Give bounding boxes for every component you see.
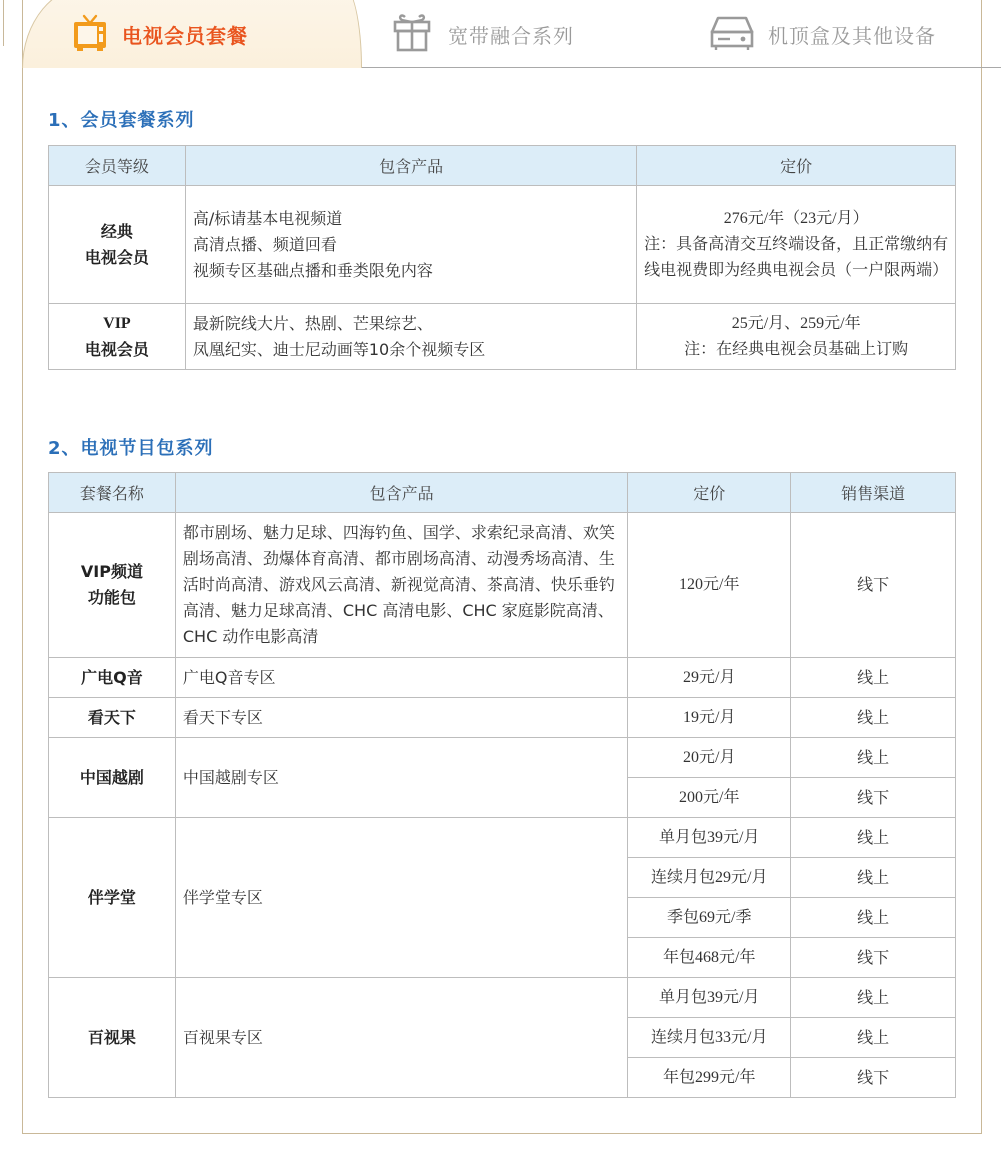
tab-label: 电视会员套餐	[122, 23, 248, 48]
channel-cell: 线下	[791, 778, 956, 818]
price-note: 注：具备高清交互终端设备，且正常缴纳有线电视费即为经典电视会员（一户限两端）	[644, 235, 949, 279]
member-level: VIP	[103, 314, 131, 332]
product-line: 凤凰纪实、迪士尼动画等10余个视频专区	[192, 339, 486, 359]
package-name-cell: 伴学堂	[49, 818, 176, 978]
price-cell: 单月包39元/月	[628, 978, 791, 1018]
products-cell: 百视果专区	[175, 978, 627, 1098]
tab-bar	[22, 0, 980, 68]
products-cell: 伴学堂专区	[175, 818, 627, 978]
table-header-row	[49, 473, 956, 513]
channel-cell: 线上	[791, 658, 956, 698]
settop-box-icon	[710, 12, 754, 56]
products-cell	[185, 304, 636, 370]
product-line: 最新院线大片、热剧、芒果综艺、	[192, 313, 433, 333]
channel-cell: 线上	[791, 738, 956, 778]
package-name: VIP频道	[80, 562, 143, 581]
package-name-cell: 广电Q音	[49, 658, 176, 698]
column-header: 包含产品	[175, 473, 627, 513]
tab-broadband-bundle[interactable]	[392, 0, 574, 68]
channel-cell: 线下	[791, 513, 956, 658]
program-package-table	[48, 472, 956, 1098]
table-row	[49, 698, 956, 738]
tv-icon	[72, 12, 108, 56]
member-level: 电视会员	[84, 247, 149, 267]
price-note: 注：在经典电视会员基础上订购	[684, 340, 909, 358]
section-title-program-packages: 2、电视节目包系列	[48, 438, 214, 459]
price-cell: 年包468元/年	[628, 938, 791, 978]
column-header: 包含产品	[185, 146, 636, 186]
price-text: 25元/月、259元/年	[731, 314, 861, 332]
price-cell: 19元/月	[628, 698, 791, 738]
product-line: 视频专区基础点播和垂类限免内容	[192, 260, 433, 280]
price-cell: 200元/年	[628, 778, 791, 818]
package-name-cell: 中国越剧	[49, 738, 176, 818]
tab-label: 机顶盒及其他设备	[768, 23, 936, 48]
products-cell: 中国越剧专区	[175, 738, 627, 818]
table-row	[49, 978, 956, 1018]
member-level-cell	[49, 186, 186, 304]
price-cell: 120元/年	[628, 513, 791, 658]
channel-cell: 线上	[791, 698, 956, 738]
package-name-cell: 看天下	[49, 698, 176, 738]
price-cell	[637, 186, 956, 304]
package-name-cell: 百视果	[49, 978, 176, 1098]
gift-icon	[392, 11, 432, 57]
price-cell	[637, 304, 956, 370]
product-line: 高/标请基本电视频道	[192, 208, 343, 228]
price-cell: 29元/月	[628, 658, 791, 698]
table-row	[49, 513, 956, 658]
channel-cell: 线上	[791, 898, 956, 938]
column-header: 套餐名称	[49, 473, 176, 513]
member-level: 电视会员	[84, 339, 149, 359]
products-cell	[185, 186, 636, 304]
channel-cell: 线上	[791, 818, 956, 858]
tab-tv-membership[interactable]	[72, 0, 248, 68]
channel-cell: 线下	[791, 938, 956, 978]
channel-cell: 线上	[791, 978, 956, 1018]
table-row	[49, 818, 956, 858]
price-cell: 连续月包33元/月	[628, 1018, 791, 1058]
price-cell: 连续月包29元/月	[628, 858, 791, 898]
package-name: 功能包	[87, 588, 136, 607]
price-cell: 单月包39元/月	[628, 818, 791, 858]
column-header: 定价	[637, 146, 956, 186]
table-row	[49, 738, 956, 778]
price-text: 276元/年（23元/月）	[723, 209, 869, 227]
price-cell: 季包69元/季	[628, 898, 791, 938]
package-name-cell	[49, 513, 176, 658]
column-header: 销售渠道	[791, 473, 956, 513]
membership-table	[48, 145, 956, 370]
member-level-cell	[49, 304, 186, 370]
corner-mark	[0, 0, 4, 46]
column-header: 定价	[628, 473, 791, 513]
table-row	[49, 658, 956, 698]
price-cell: 年包299元/年	[628, 1058, 791, 1098]
table-row	[49, 304, 956, 370]
tab-settop-box[interactable]	[710, 0, 936, 68]
channel-cell: 线上	[791, 858, 956, 898]
product-line: 高清点播、频道回看	[192, 234, 337, 254]
member-level: 经典	[100, 221, 133, 241]
tab-label: 宽带融合系列	[448, 23, 574, 48]
products-cell: 广电Q音专区	[175, 658, 627, 698]
channel-cell: 线上	[791, 1018, 956, 1058]
products-cell: 看天下专区	[175, 698, 627, 738]
section-title-membership: 1、会员套餐系列	[48, 110, 195, 131]
table-header-row	[49, 146, 956, 186]
table-row	[49, 186, 956, 304]
products-cell: 都市剧场、魅力足球、四海钓鱼、国学、求索纪录高清、欢笑剧场高清、劲爆体育高清、都市剧场高清、动漫秀场高清、生活时尚高清、游戏风云高清、新视觉高清、茶高清、快乐垂钓高清、魅力足球高清、CHC 高清电影、CHC 家庭影院高清、CHC 动作电影高清	[175, 513, 627, 658]
channel-cell: 线下	[791, 1058, 956, 1098]
column-header: 会员等级	[49, 146, 186, 186]
price-cell: 20元/月	[628, 738, 791, 778]
